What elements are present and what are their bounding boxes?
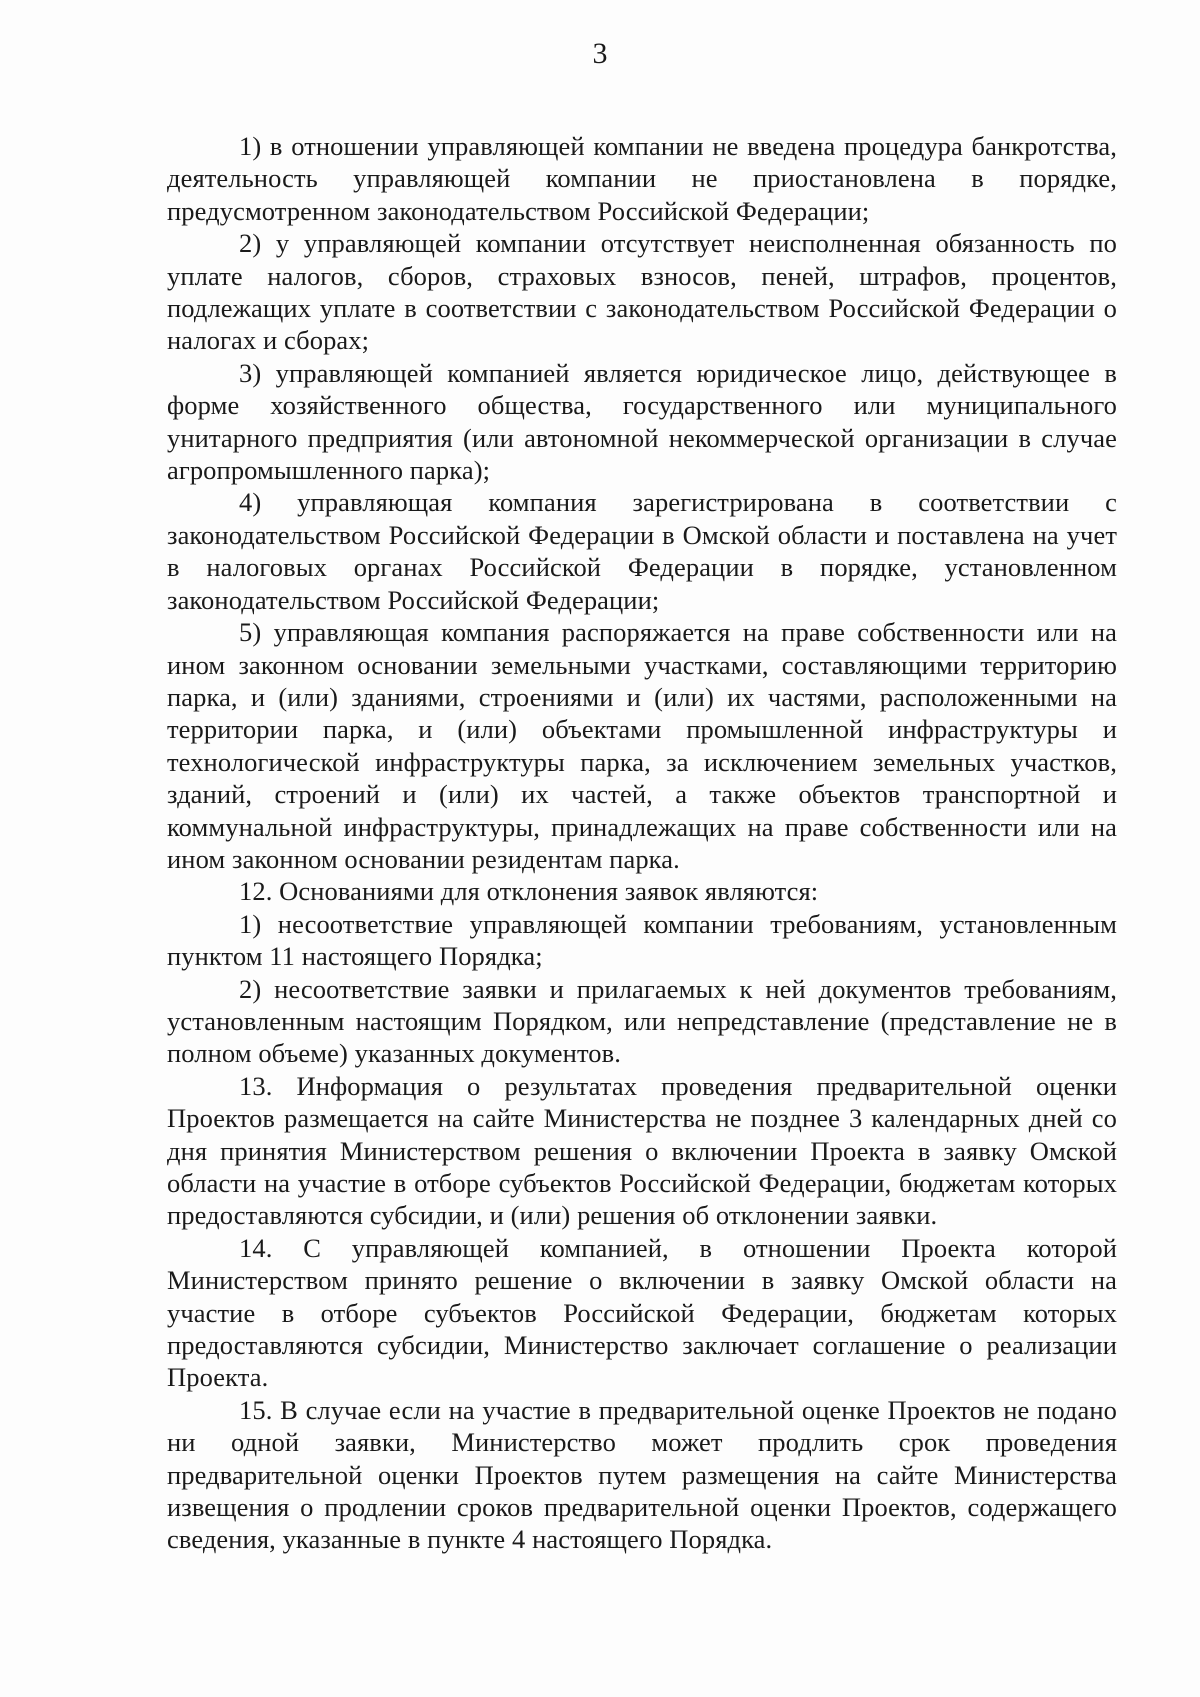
paragraph-14: 14. С управляющей компанией, в отношении Проекта которой Министерством принято решение о включении в заявку Омской области на участие в отборе субъектов Российской Федерации, бюджетам которых предоставляются субсидии, Министерство заключает соглашение о реализации Проекта. (167, 1232, 1117, 1393)
paragraph-11-3: 3) управляющей компанией является юридическое лицо, действующее в форме хозяйственного общества, государственного или муниципального унитарного предприятия (или автономной некоммерческой организации в случае агропромышленного парка); (167, 357, 1117, 486)
paragraph-15: 15. В случае если на участие в предварительной оценке Проектов не подано ни одной заявки, Министерство может продлить срок проведения предварительной оценки Проектов путем размещения на сайте Министерства извещения о продлении сроков предварительной оценки Проектов, содержащего сведения, указанные в пункте 4 настоящего Порядка. (167, 1394, 1117, 1555)
document-body (167, 130, 1117, 1556)
paragraph-11-5: 5) управляющая компания распоряжается на праве собственности или на ином законном основании земельными участками, составляющими территорию парка, и (или) зданиями, строениями и (или) их частями, расположенными на территории парка, и (или) объектами промышленной инфраструктуры и технологической инфраструктуры парка, за исключением земельных участков, зданий, строений и (или) их частей, а также объектов транспортной и коммунальной инфраструктуры, принадлежащих на праве собственности или на ином законном основании резидентам парка. (167, 617, 1117, 874)
paragraph-12: 12. Основаниями для отклонения заявок являются: (239, 876, 819, 907)
paragraph-11-4: 4) управляющая компания зарегистрирована в соответствии с законодательством Российской Федерации в Омской области и поставлена на учет в налоговых органах Российской Федерации в порядке, установленном законодательством Российской Федерации; (167, 487, 1117, 615)
paragraph-11-1: 1) в отношении управляющей компании не введена процедура банкротства, деятельность управляющей компании не приостановлена в порядке, предусмотренном законодательством Российской Федерации; (167, 131, 1117, 226)
paragraph-12-1: 1) несоответствие управляющей компании требованиям, установленным пунктом 11 настоящего Порядка; (167, 908, 1117, 972)
page-number: 3 (592, 37, 608, 70)
paragraph-13: 13. Информация о результатах проведения предварительной оценки Проектов размещается на сайте Министерства не позднее 3 календарных дней со дня принятия Министерством решения о включении Проекта в заявку Омской области на участие в отборе субъектов Российской Федерации, бюджетам которых предоставляются субсидии, и (или) решения об отклонении заявки. (167, 1070, 1117, 1231)
paragraph-11-2: 2) у управляющей компании отсутствует неисполненная обязанность по уплате налогов, сборов, страховых взносов, пеней, штрафов, процентов, подлежащих уплате в соответствии с законодательством Российской Федерации о налогах и сборах; (167, 228, 1117, 356)
paragraph-12-2: 2) несоответствие заявки и прилагаемых к ней документов требованиям, установленным настоящим Порядком, или непредставление (представление не в полном объеме) указанных документов. (167, 973, 1117, 1069)
